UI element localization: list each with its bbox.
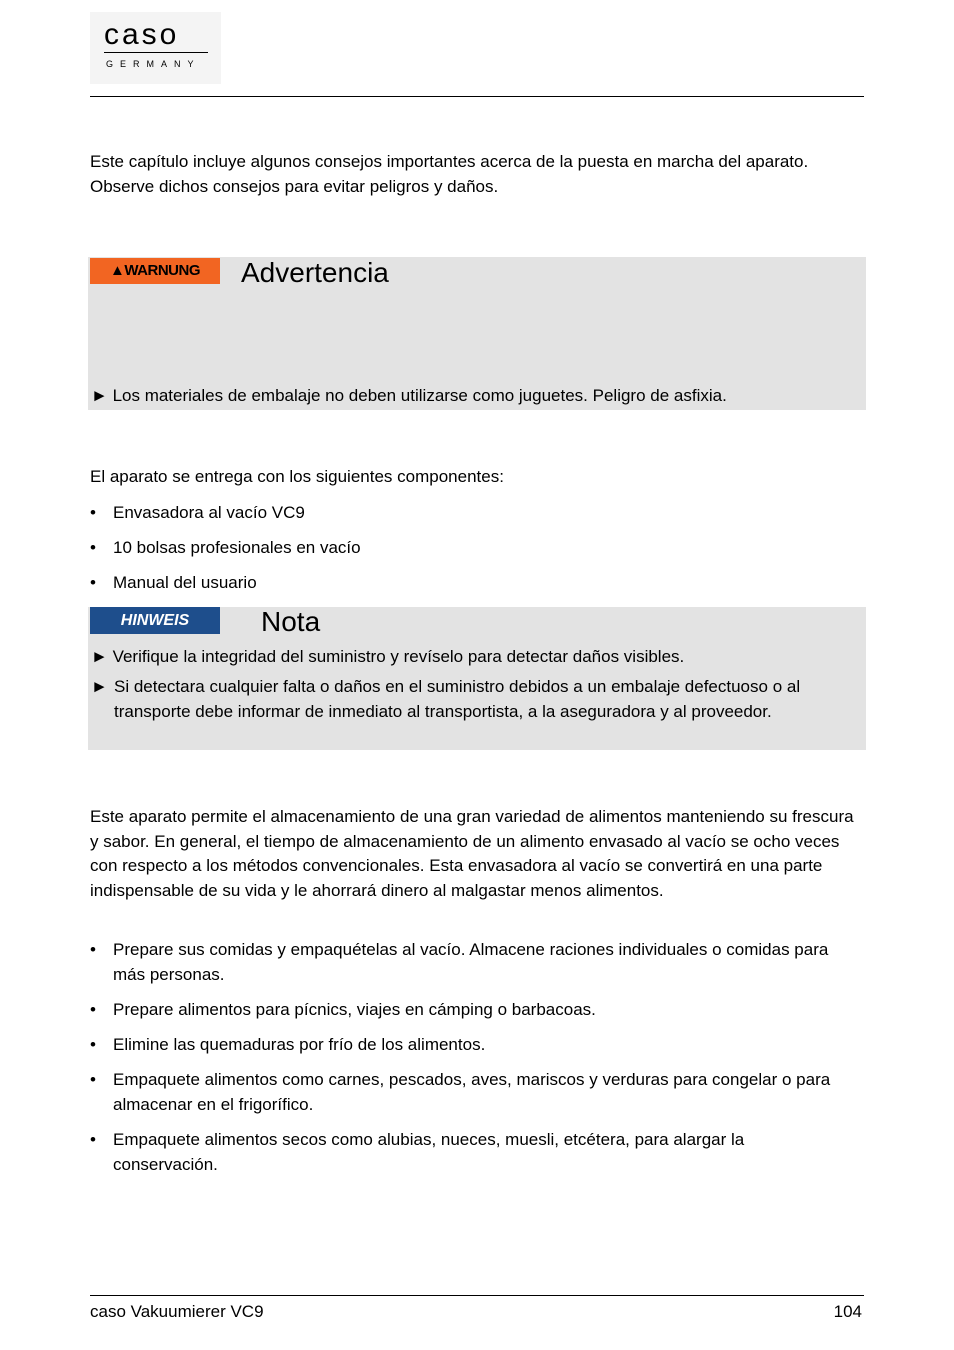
- list-item-text: Elimine las quemaduras por frío de los alimentos.: [113, 1035, 486, 1054]
- note-title: Nota: [261, 606, 321, 637]
- list-item: • Empaquete alimentos secos como alubias, nueces, muesli, etcétera, para alargar la conservación.: [90, 1128, 850, 1177]
- list-item-text: Empaquete alimentos como carnes, pescados, aves, mariscos y verduras para congelar o para almacenar en el frigorífico.: [113, 1070, 831, 1114]
- warning-badge-label: WARNUNG: [124, 262, 201, 279]
- list-item: • Manual del usuario: [90, 573, 257, 592]
- intro-paragraph: Este capítulo incluye algunos consejos importantes acerca de la puesta en marcha del aparato. Observe dichos consejos para evitar peligros y daños.: [90, 152, 809, 196]
- note-item-text: Si detectara cualquier falta o daños en el suministro debidos a un embalaje defectuoso o al transporte debe informar de inmediato al transportista, a la aseguradora y al proveedor.: [114, 677, 801, 721]
- list-item: • Prepare sus comidas y empaquételas al vacío. Almacene raciones individuales o comidas para más personas.: [90, 938, 850, 987]
- note-item: [91, 645, 861, 670]
- list-item-text: Prepare sus comidas y empaquételas al vacío. Almacene raciones individuales o comidas para más personas.: [113, 940, 829, 984]
- arrow-right-icon: ►: [91, 677, 108, 696]
- warning-item: [91, 384, 861, 409]
- list-item: • Prepare alimentos para pícnics, viajes en cámping o barbacoas.: [90, 998, 850, 1023]
- arrow-right-icon: ►: [91, 647, 108, 666]
- list-item: • Elimine las quemaduras por frío de los alimentos.: [90, 1033, 850, 1058]
- footer-title: caso Vakuumierer VC9: [90, 1302, 264, 1321]
- footer-rule: [90, 1295, 864, 1296]
- list-item-text: Manual del usuario: [113, 573, 257, 592]
- note-item-text: Verifique la integridad del suministro y revíselo para detectar daños visibles.: [112, 647, 685, 666]
- warning-title: Advertencia: [241, 257, 389, 288]
- note-item: [91, 675, 861, 724]
- note-badge: HINWEIS: [90, 607, 220, 634]
- header-rule: [90, 96, 864, 97]
- warning-badge: [90, 258, 220, 284]
- list-item-text: 10 bolsas profesionales en vacío: [113, 538, 361, 557]
- list-item: • Envasadora al vacío VC9: [90, 503, 305, 522]
- list-item-text: Prepare alimentos para pícnics, viajes en cámping o barbacoas.: [113, 1000, 596, 1019]
- list-item: • Empaquete alimentos como carnes, pescados, aves, mariscos y verduras para congelar o para almacenar en el frigorífico.: [90, 1068, 850, 1117]
- logo-country: GERMANY: [106, 59, 201, 69]
- logo-wordmark: caso: [104, 18, 180, 51]
- list-item-text: Envasadora al vacío VC9: [113, 503, 305, 522]
- list-item: • 10 bolsas profesionales en vacío: [90, 538, 361, 557]
- page-number: 104: [833, 1302, 862, 1321]
- logo-divider: [104, 52, 208, 53]
- arrow-right-icon: ►: [91, 386, 108, 405]
- warning-triangle-icon: ▲: [109, 262, 125, 279]
- list-item-text: Empaquete alimentos secos como alubias, nueces, muesli, etcétera, para alargar la conservación.: [113, 1130, 745, 1174]
- brand-logo: [90, 12, 221, 84]
- usage-paragraph: Este aparato permite el almacenamiento de una gran variedad de alimentos manteniendo su frescura y sabor. En general, el tiempo de almacenamiento de un alimento envasado al vacío se ocho veces con respecto a los métodos convencionales. Esta envasadora al vacío se convertirá en una parte indispensable de su vida y le ahorrará dinero al malgastar menos alimentos.: [90, 807, 854, 900]
- warning-item-text: Los materiales de embalaje no deben utilizarse como juguetes. Peligro de asfixia.: [112, 386, 727, 405]
- delivery-lead: El aparato se entrega con los siguientes componentes:: [90, 467, 504, 486]
